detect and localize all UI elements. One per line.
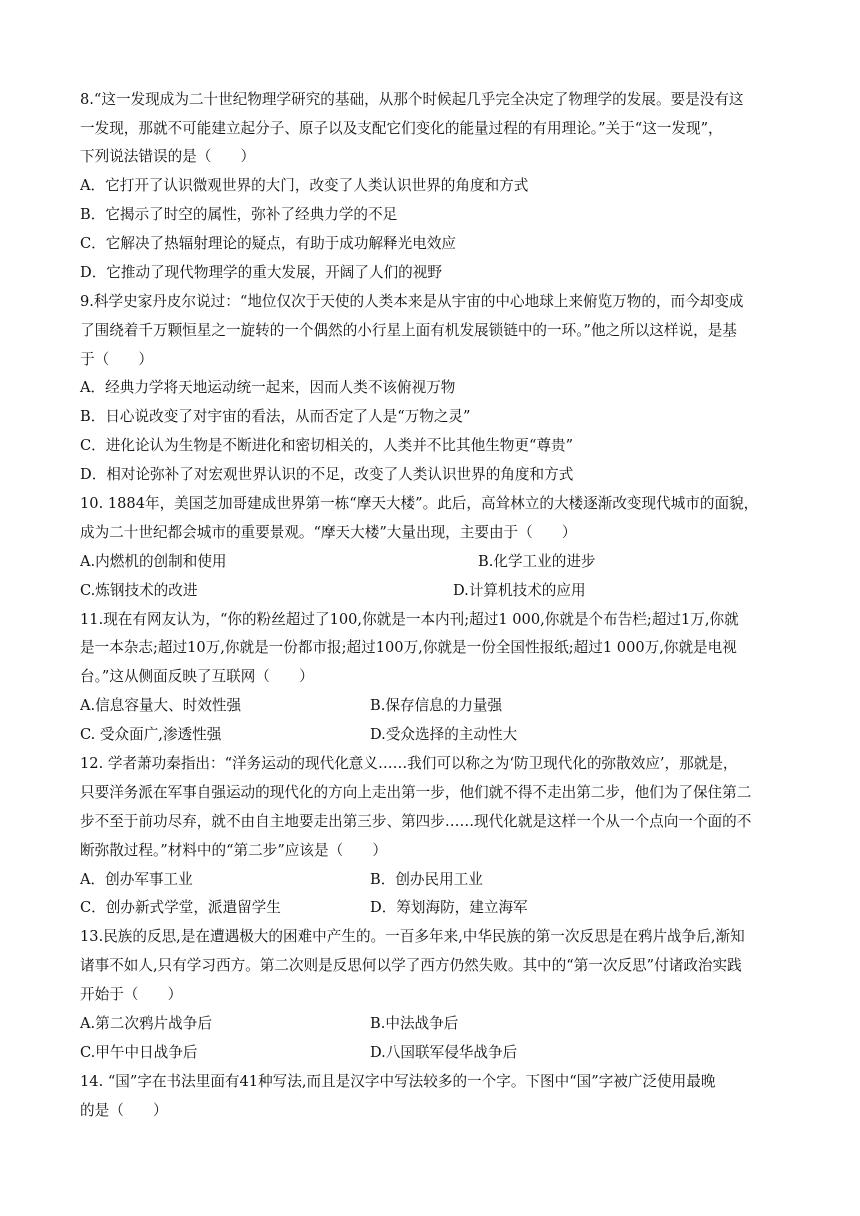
option-a: A.第二次鸦片战争后 — [80, 1015, 212, 1032]
option-a: A．它打开了认识微观世界的大门，改变了人类认识世界的角度和方式 — [80, 177, 529, 194]
question-stem-line: 诸事不如人,只有学习西方。第二次则是反思何以学了西方仍然失败。其中的“第一次反思”付诸政治实践 — [80, 957, 742, 974]
question-stem-line: 于（ ） — [80, 351, 153, 368]
question-stem-line: 8.“这一发现成为二十世纪物理学研究的基础，从那个时候起几乎完全决定了物理学的发展。要是没有这 — [80, 91, 744, 108]
option-c: C.炼钢技术的改进 — [80, 582, 198, 599]
option-a: A．创办军事工业 — [80, 871, 193, 888]
option-b: B．它揭示了时空的属性，弥补了经典力学的不足 — [80, 206, 398, 223]
option-b: B.保存信息的力量强 — [370, 697, 503, 714]
option-d: D．筹划海防，建立海军 — [370, 899, 528, 916]
option-d: D．它推动了现代物理学的重大发展，开阔了人们的视野 — [80, 264, 442, 281]
question-stem-line: 是一本杂志;超过10万,你就是一份都市报;超过100万,你就是一份全国性报纸;超过1 000万,你就是电视 — [80, 639, 737, 656]
option-c: C.甲午中日战争后 — [80, 1044, 198, 1061]
question-stem-line: 一发现，那就不可能建立起分子、原子以及支配它们变化的能量过程的有用理论。”关于“这一发现”， — [80, 120, 723, 137]
question-stem-line: 的是（ ） — [80, 1102, 168, 1119]
option-c: C．创办新式学堂，派遣留学生 — [80, 899, 281, 916]
option-d: D.受众选择的主动性大 — [370, 726, 518, 743]
question-stem-line: 只要洋务派在军事自强运动的现代化的方向上走出第一步，他们就不得不走出第二步，他们为了保住第二 — [80, 784, 752, 801]
option-d: D．相对论弥补了对宏观世界认识的不足，改变了人类认识世界的角度和方式 — [80, 466, 574, 483]
question-stem-line: 成为二十世纪都会城市的重要景观。“摩天大楼”大量出现，主要由于（ ） — [80, 524, 577, 541]
option-b: B．创办民用工业 — [370, 871, 483, 888]
option-c: C．进化论认为生物是不断进化和密切相关的，人类并不比其他生物更“尊贵” — [80, 437, 574, 454]
question-stem-line: 步不至于前功尽弃，就不由自主地要走出第三步、第四步……现代化就是这样一个从一个点向一个面的不 — [80, 813, 752, 830]
option-b: B．日心说改变了对宇宙的看法，从而否定了人是“万物之灵” — [80, 408, 471, 425]
option-a: A.信息容量大、时效性强 — [80, 697, 242, 714]
question-stem-line: 12. 学者萧功秦指出：“洋务运动的现代化意义……我们可以称之为‘防卫现代化的弥散效应’，那就是， — [80, 755, 738, 772]
option-d: D.计算机技术的应用 — [453, 582, 586, 599]
option-b: B.中法战争后 — [370, 1015, 459, 1032]
option-c: C．它解决了热辐射理论的疑点，有助于成功解释光电效应 — [80, 235, 457, 252]
option-a: A．经典力学将天地运动统一起来，因而人类不该俯视万物 — [80, 379, 456, 396]
option-c: C. 受众面广,渗透性强 — [80, 726, 222, 743]
option-a: A.内燃机的创制和使用 — [80, 553, 227, 570]
option-d: D.八国联军侵华战争后 — [370, 1044, 518, 1061]
question-stem-line: 下列说法错误的是（ ） — [80, 148, 256, 165]
question-stem-line: 台。”这从侧面反映了互联网（ ） — [80, 668, 314, 685]
question-stem-line: 断弥散过程。”材料中的“第二步”应该是（ ） — [80, 842, 387, 859]
question-stem-line: 了围绕着千万颗恒星之一旋转的一个偶然的小行星上面有机发展锁链中的一环。”他之所以这样说，是基 — [80, 322, 737, 339]
question-stem-line: 11.现在有网友认为，“你的粉丝超过了100,你就是一本内刊;超过1 000,你就是个布告栏;超过1万,你就 — [80, 611, 739, 628]
question-stem-line: 10. 1884年，美国芝加哥建成世界第一栋“摩天大楼”。此后，高耸林立的大楼逐渐改变现代城市的面貌， — [80, 495, 759, 512]
question-stem-line: 14. “国”字在书法里面有41种写法,而且是汉字中写法较多的一个字。下图中“国”字被广泛使用最晚 — [80, 1073, 716, 1090]
question-stem-line: 开始于（ ） — [80, 986, 183, 1003]
question-stem-line: 13.民族的反思,是在遭遇极大的困难中产生的。一百多年来,中华民族的第一次反思是在鸦片战争后,渐知 — [80, 928, 745, 945]
question-stem-line: 9.科学史家丹皮尔说过：“地位仅次于天使的人类本来是从宇宙的中心地球上来俯览万物的，而今却变成 — [80, 293, 744, 310]
option-b: B.化学工业的进步 — [478, 553, 596, 570]
